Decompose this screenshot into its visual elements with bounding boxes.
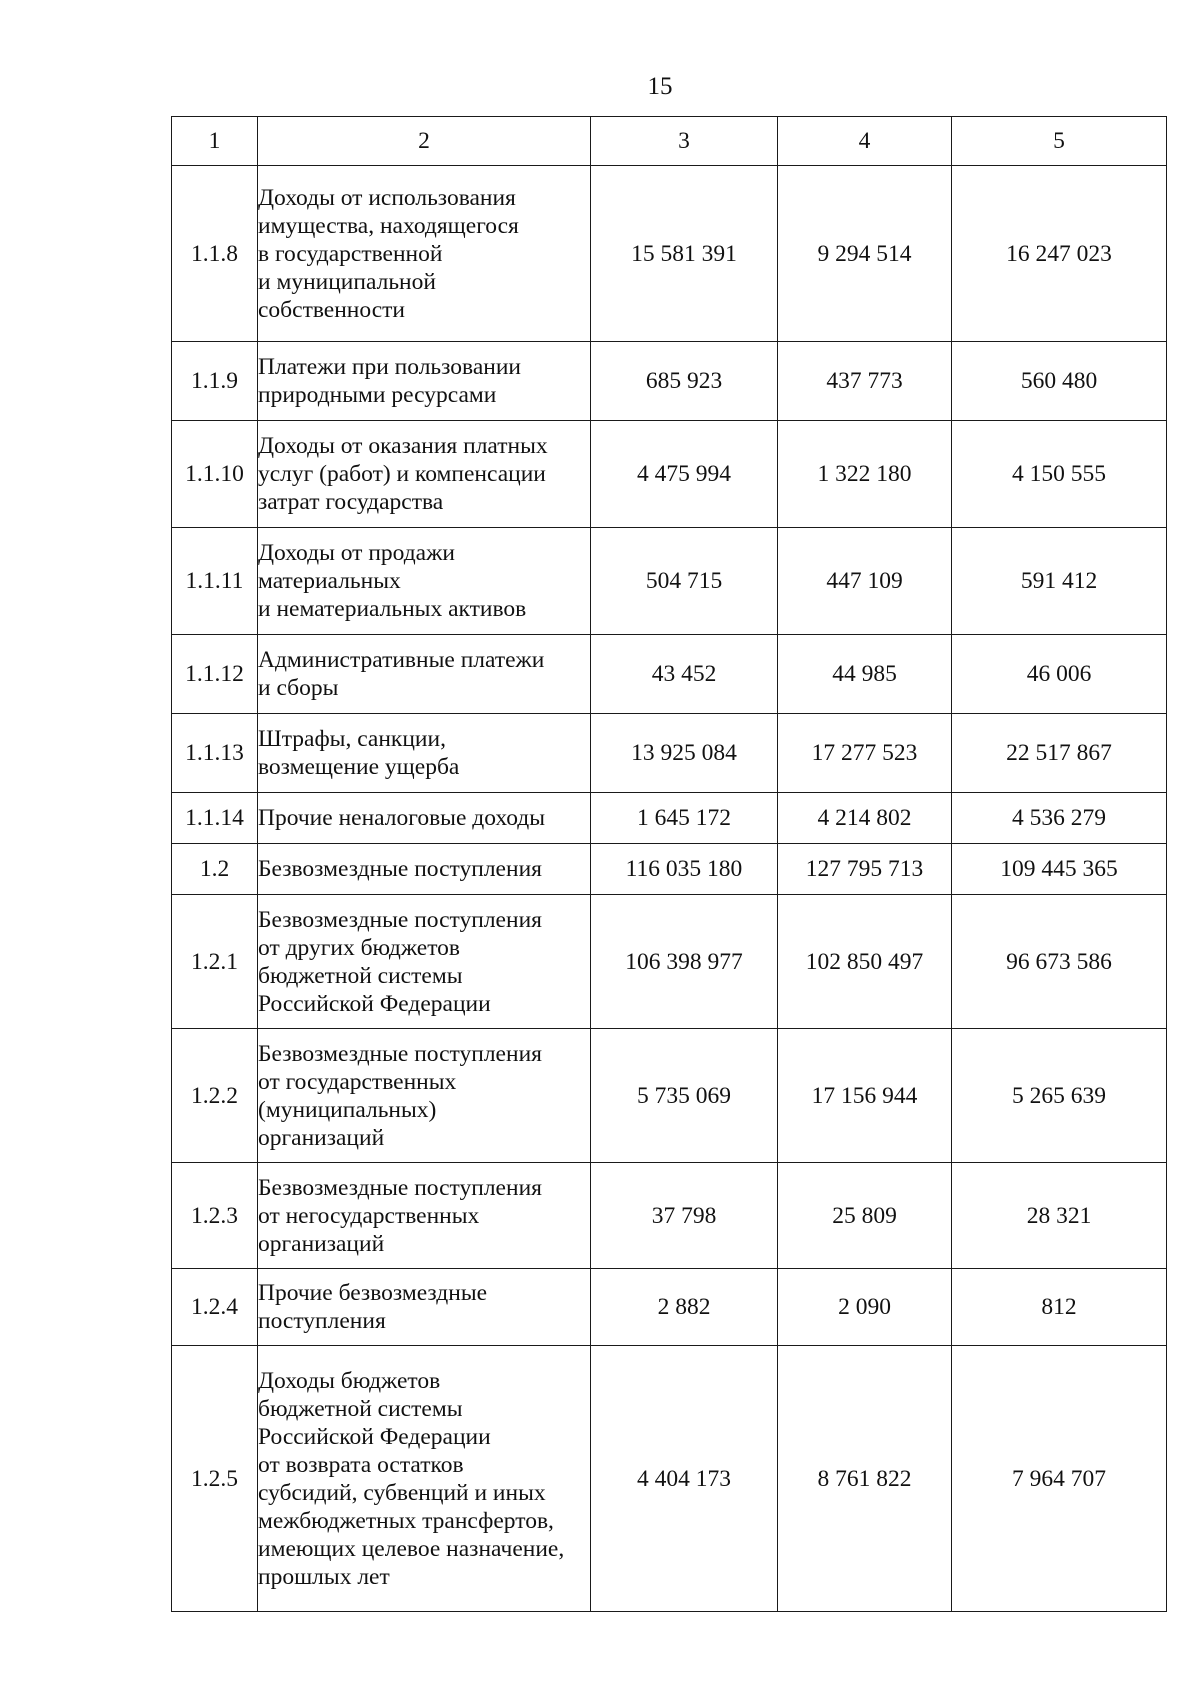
row-value-col5: 16 247 023 xyxy=(952,166,1167,342)
row-value-col4: 17 277 523 xyxy=(778,714,952,793)
table-row xyxy=(172,528,1167,635)
row-value-col3: 2 882 xyxy=(591,1269,778,1346)
table-row xyxy=(172,895,1167,1029)
row-name: Безвозмездные поступления от государственных (муниципальных) организаций xyxy=(258,1029,591,1163)
row-value-col4: 1 322 180 xyxy=(778,421,952,528)
row-value-col4: 437 773 xyxy=(778,342,952,421)
row-code: 1.1.12 xyxy=(172,635,258,714)
row-name: Безвозмездные поступления от негосударственных организаций xyxy=(258,1163,591,1269)
row-code: 1.1.9 xyxy=(172,342,258,421)
table-row xyxy=(172,1269,1167,1346)
row-value-col5: 7 964 707 xyxy=(952,1346,1167,1612)
row-value-col3: 4 404 173 xyxy=(591,1346,778,1612)
row-value-col5: 560 480 xyxy=(952,342,1167,421)
table-row xyxy=(172,844,1167,895)
budget-table xyxy=(171,116,1167,1612)
row-code: 1.1.10 xyxy=(172,421,258,528)
row-value-col3: 504 715 xyxy=(591,528,778,635)
row-name: Доходы от оказания платных услуг (работ) и компенсации затрат государства xyxy=(258,421,591,528)
row-value-col3: 1 645 172 xyxy=(591,793,778,844)
table-row xyxy=(172,166,1167,342)
row-code: 1.2.2 xyxy=(172,1029,258,1163)
header-cell: 4 xyxy=(778,117,952,166)
row-value-col5: 4 150 555 xyxy=(952,421,1167,528)
row-value-col4: 17 156 944 xyxy=(778,1029,952,1163)
row-name: Платежи при пользовании природными ресурсами xyxy=(258,342,591,421)
row-code: 1.1.13 xyxy=(172,714,258,793)
row-value-col5: 4 536 279 xyxy=(952,793,1167,844)
row-value-col4: 44 985 xyxy=(778,635,952,714)
row-value-col3: 37 798 xyxy=(591,1163,778,1269)
header-cell: 2 xyxy=(258,117,591,166)
row-code: 1.1.8 xyxy=(172,166,258,342)
row-value-col5: 591 412 xyxy=(952,528,1167,635)
row-name: Административные платежи и сборы xyxy=(258,635,591,714)
row-value-col3: 15 581 391 xyxy=(591,166,778,342)
row-name: Штрафы, санкции, возмещение ущерба xyxy=(258,714,591,793)
row-code: 1.2.4 xyxy=(172,1269,258,1346)
row-value-col4: 25 809 xyxy=(778,1163,952,1269)
row-code: 1.2 xyxy=(172,844,258,895)
row-name: Доходы от продажи материальных и нематериальных активов xyxy=(258,528,591,635)
row-value-col3: 685 923 xyxy=(591,342,778,421)
table-row xyxy=(172,421,1167,528)
row-name: Безвозмездные поступления от других бюджетов бюджетной системы Российской Федерации xyxy=(258,895,591,1029)
row-code: 1.2.3 xyxy=(172,1163,258,1269)
row-value-col4: 127 795 713 xyxy=(778,844,952,895)
row-value-col5: 46 006 xyxy=(952,635,1167,714)
row-value-col4: 8 761 822 xyxy=(778,1346,952,1612)
row-value-col5: 28 321 xyxy=(952,1163,1167,1269)
row-code: 1.2.1 xyxy=(172,895,258,1029)
row-value-col3: 106 398 977 xyxy=(591,895,778,1029)
table-row xyxy=(172,635,1167,714)
table-header xyxy=(172,117,1167,166)
table-row xyxy=(172,1029,1167,1163)
row-code: 1.2.5 xyxy=(172,1346,258,1612)
table-row xyxy=(172,714,1167,793)
row-value-col4: 9 294 514 xyxy=(778,166,952,342)
row-value-col3: 5 735 069 xyxy=(591,1029,778,1163)
row-value-col4: 447 109 xyxy=(778,528,952,635)
table-row xyxy=(172,342,1167,421)
row-value-col5: 109 445 365 xyxy=(952,844,1167,895)
page-number: 15 xyxy=(647,73,673,100)
row-value-col5: 5 265 639 xyxy=(952,1029,1167,1163)
row-code: 1.1.14 xyxy=(172,793,258,844)
row-name: Прочие безвозмездные поступления xyxy=(258,1269,591,1346)
header-row xyxy=(172,117,1167,166)
row-value-col5: 812 xyxy=(952,1269,1167,1346)
header-cell: 5 xyxy=(952,117,1167,166)
row-value-col3: 4 475 994 xyxy=(591,421,778,528)
table-row xyxy=(172,1346,1167,1612)
row-value-col4: 102 850 497 xyxy=(778,895,952,1029)
table-row xyxy=(172,793,1167,844)
row-value-col4: 2 090 xyxy=(778,1269,952,1346)
table-row xyxy=(172,1163,1167,1269)
row-code: 1.1.11 xyxy=(172,528,258,635)
row-value-col4: 4 214 802 xyxy=(778,793,952,844)
row-value-col3: 13 925 084 xyxy=(591,714,778,793)
row-name: Доходы бюджетов бюджетной системы Российской Федерации от возврата остатков субсидий, субвенций и иных межбюджетных трансфертов, имеющих целевое назначение, прошлых лет xyxy=(258,1346,591,1612)
row-value-col3: 116 035 180 xyxy=(591,844,778,895)
header-cell: 1 xyxy=(172,117,258,166)
row-name: Доходы от использования имущества, находящегося в государственной и муниципальной собственности xyxy=(258,166,591,342)
header-cell: 3 xyxy=(591,117,778,166)
row-name: Безвозмездные поступления xyxy=(258,844,591,895)
row-value-col3: 43 452 xyxy=(591,635,778,714)
table-body xyxy=(172,166,1167,1612)
row-value-col5: 96 673 586 xyxy=(952,895,1167,1029)
row-name: Прочие неналоговые доходы xyxy=(258,793,591,844)
row-value-col5: 22 517 867 xyxy=(952,714,1167,793)
